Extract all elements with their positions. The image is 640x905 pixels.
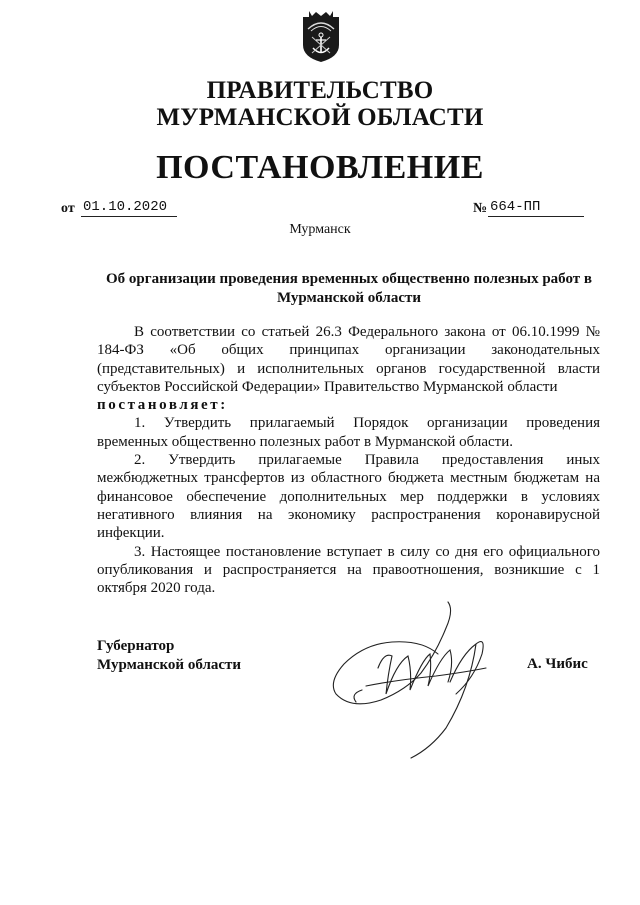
date-number-row bbox=[61, 199, 591, 221]
number-label: № bbox=[473, 201, 488, 216]
government-title-line2: МУРМАНСКОЙ ОБЛАСТИ bbox=[156, 104, 484, 131]
document-subject bbox=[96, 270, 602, 308]
subject-line1: Об организации проведения временных общественно полезных работ в bbox=[106, 271, 592, 287]
document-body bbox=[97, 323, 600, 597]
document-type-title: ПОСТАНОВЛЕНИЕ bbox=[156, 149, 484, 186]
signer-title bbox=[97, 637, 241, 675]
murmansk-coat-of-arms-icon bbox=[301, 11, 341, 63]
date-underline bbox=[81, 216, 177, 217]
subject-line2: Мурманской области bbox=[276, 290, 422, 306]
preamble-paragraph: В соответствии со статьей 26.3 Федерального закона от 06.10.1999 № 184-ФЗ «Об общих принципах организации законодательных (представительных) и исполнительных органов государственной власти субъектов Российской Федерации» Правительство Мурманской области bbox=[97, 324, 600, 395]
number-underline bbox=[488, 216, 584, 217]
signer-title-line2: Мурманской области bbox=[97, 657, 242, 673]
handwritten-signature bbox=[326, 598, 506, 763]
clause-1: 1. Утвердить прилагаемый Порядок организации проведения временных общественно полезных работ в Мурманской области. bbox=[97, 415, 600, 450]
number-value: 664-ПП bbox=[490, 199, 541, 215]
clause-2: 2. Утвердить прилагаемые Правила предоставления иных межбюджетных трансфертов из областного бюджета местным бюджетам на финансовое обеспечение дополнительных мер поддержки в условиях негативного влияния на экономику распространения коронавирусной инфекции. bbox=[97, 452, 600, 542]
signer-name: А. Чибис bbox=[527, 656, 588, 672]
city-name: Мурманск bbox=[289, 222, 351, 237]
signer-title-line1: Губернатор bbox=[97, 638, 175, 654]
date-value: 01.10.2020 bbox=[83, 199, 168, 215]
resolves-keyword: постановляет: bbox=[97, 397, 228, 414]
clause-3: 3. Настоящее постановление вступает в силу со дня его официального опубликования и распространяется на правоотношения, возникшие с 1 октября 2020 года. bbox=[97, 543, 600, 597]
date-label: от bbox=[61, 201, 75, 216]
government-title-line1: ПРАВИТЕЛЬСТВО bbox=[206, 77, 434, 104]
